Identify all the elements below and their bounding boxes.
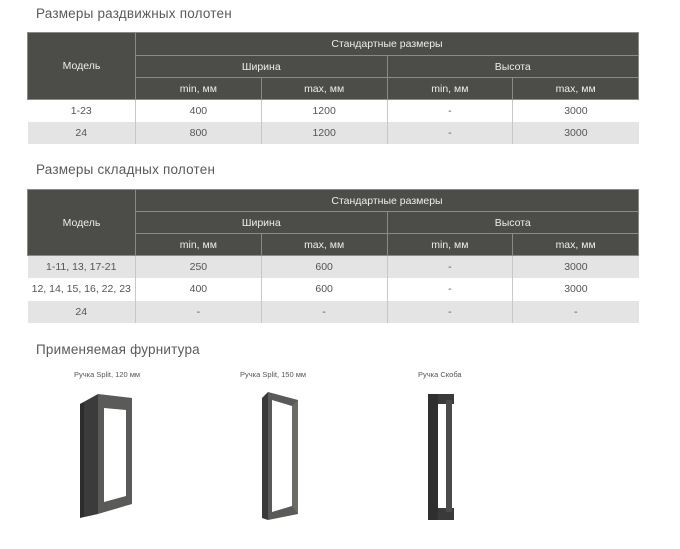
model-cell: 1-23 [28, 100, 136, 122]
split-120-handle-image [74, 392, 140, 522]
height-max-header: max, мм [513, 234, 639, 256]
sliding-title: Размеры раздвижных полотен [36, 6, 232, 21]
folding-table [27, 189, 639, 323]
hardware-label-split-150: Ручка Split, 150 мм [240, 370, 307, 379]
height-header: Высота [387, 56, 639, 78]
size-cell: - [387, 278, 513, 301]
hardware-title: Применяемая фурнитура [36, 342, 200, 357]
size-cell: - [387, 100, 513, 122]
size-cell: - [387, 301, 513, 323]
width-max-header: max, мм [261, 234, 387, 256]
size-cell: 600 [261, 278, 387, 301]
width-min-header: min, мм [136, 234, 262, 256]
size-cell: 600 [261, 256, 387, 278]
model-cell: 24 [28, 122, 136, 144]
width-header: Ширина [136, 212, 388, 234]
standard-sizes-header: Стандартные размеры [136, 33, 639, 56]
hardware-label-split-120: Ручка Split, 120 мм [74, 370, 141, 379]
table-row [28, 278, 639, 301]
size-cell: - [513, 301, 639, 323]
table-row [28, 256, 639, 278]
height-max-header: max, мм [513, 78, 639, 100]
model-cell: 1-11, 13, 17-21 [28, 256, 136, 278]
bracket-handle-image [424, 390, 460, 524]
size-cell: - [387, 256, 513, 278]
size-cell: 800 [136, 122, 262, 144]
height-min-header: min, мм [387, 78, 513, 100]
width-header: Ширина [136, 56, 388, 78]
size-cell: 1200 [261, 122, 387, 144]
model-cell: 24 [28, 301, 136, 323]
size-cell: 400 [136, 100, 262, 122]
size-cell: - [136, 301, 262, 323]
size-cell: 250 [136, 256, 262, 278]
model-header: Модель [28, 33, 136, 100]
width-max-header: max, мм [261, 78, 387, 100]
width-min-header: min, мм [136, 78, 262, 100]
size-cell: 3000 [564, 104, 588, 117]
table-row [28, 100, 639, 122]
standard-sizes-header: Стандартные размеры [136, 190, 639, 212]
split-150-handle-image [256, 388, 306, 524]
sliding-table [27, 32, 639, 144]
size-cell: - [261, 301, 387, 323]
size-cell: 400 [136, 278, 262, 301]
size-cell: 3000 [564, 283, 588, 295]
table-row [28, 301, 639, 323]
size-cell: 1200 [261, 100, 387, 122]
height-min-header: min, мм [387, 234, 513, 256]
model-cell: 12, 14, 15, 16, 22, 23 [28, 278, 136, 301]
model-header: Модель [28, 190, 136, 256]
size-cell: 3000 [513, 256, 639, 278]
height-header: Высота [387, 212, 639, 234]
folding-title: Размеры складных полотен [36, 162, 216, 177]
size-cell: - [387, 122, 513, 144]
hardware-label-bracket: Ручка Скоба [418, 370, 462, 379]
size-cell: 3000 [513, 122, 639, 144]
table-row [28, 122, 639, 144]
